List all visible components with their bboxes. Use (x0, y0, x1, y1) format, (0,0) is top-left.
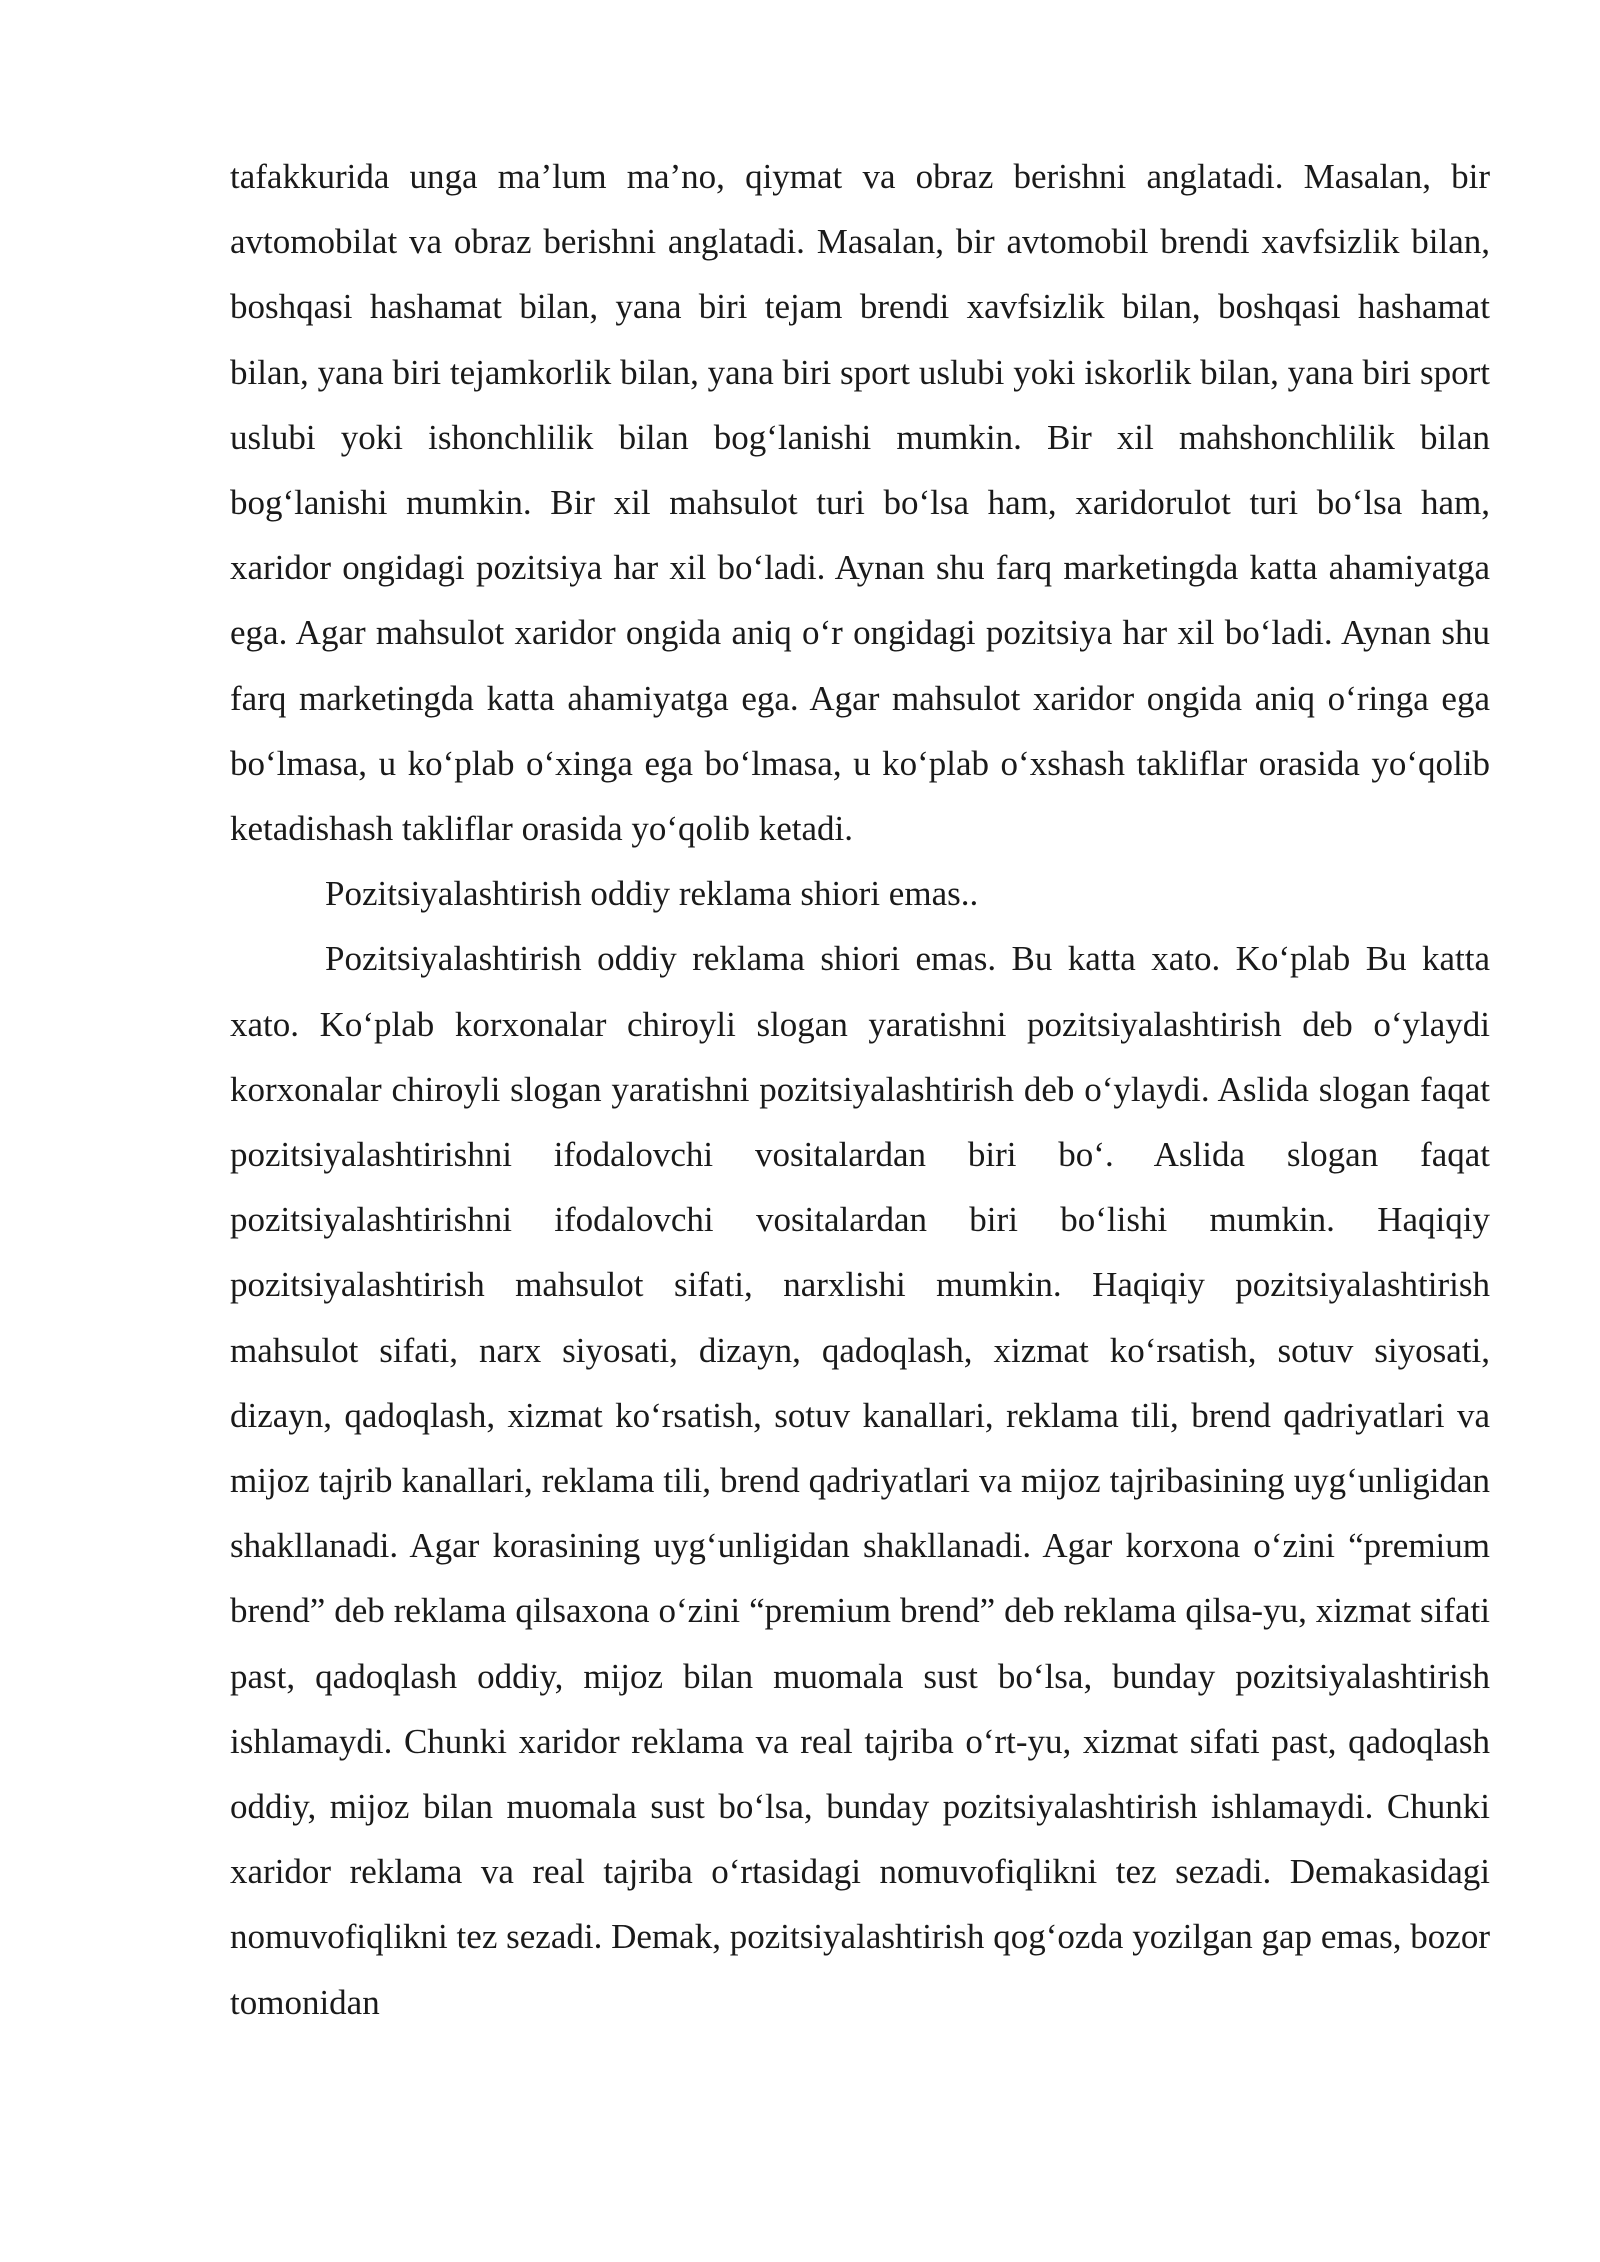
paragraph: tafakkurida unga ma’lum ma’no, qiymat va obraz berishni anglatadi. Masalan, bir avtomobilat va obraz berishni anglatadi. Masalan, bir avtomobil brendi xavfsizlik bilan, boshqasi hashamat bilan, yana biri tejam brendi xavfsizlik bilan, boshqasi hashamat bilan, yana biri tejamkorlik bilan, yana biri sport uslubi yoki iskorlik bilan, yana biri sport uslubi yoki ishonchlilik bilan bog‘lanishi mumkin. Bir xil mahshonchlilik bilan bog‘lanishi mumkin. Bir xil mahsulot turi bo‘lsa ham, xaridorulot turi bo‘lsa ham, xaridor ongidagi pozitsiya har xil bo‘ladi. Aynan shu farq marketingda katta ahamiyatga ega. Agar mahsulot xaridor ongida aniq o‘r ongidagi pozitsiya har xil bo‘ladi. Aynan shu farq marketingda katta ahamiyatga ega. Agar mahsulot xaridor ongida aniq o‘ringa ega bo‘lmasa, u ko‘plab o‘xinga ega bo‘lmasa, u ko‘plab o‘xshash takliflar orasida yo‘qolib ketadishash takliflar orasida yo‘qolib ketadi. (230, 157, 1490, 849)
paragraph-heading: Pozitsiyalashtirish oddiy reklama shiori emas.. (325, 874, 979, 914)
body-text (230, 144, 1490, 2035)
paragraph: Pozitsiyalashtirish oddiy reklama shiori emas. Bu katta xato. Ko‘plab Bu katta xato. Ko‘plab korxonalar chiroyli slogan yaratishni pozitsiyalashtirish deb o‘ylaydi korxonalar chiroyli slogan yaratishni pozitsiyalashtirish deb o‘ylaydi. Aslida slogan faqat pozitsiyalashtirishni ifodalovchi vositalardan biri bo‘. Aslida slogan faqat pozitsiyalashtirishni ifodalovchi vositalardan biri bo‘lishi mumkin. Haqiqiy pozitsiyalashtirish mahsulot sifati, narxlishi mumkin. Haqiqiy pozitsiyalashtirish mahsulot sifati, narx siyosati, dizayn, qadoqlash, xizmat ko‘rsatish, sotuv siyosati, dizayn, qadoqlash, xizmat ko‘rsatish, sotuv kanallari, reklama tili, brend qadriyatlari va mijoz tajrib kanallari, reklama tili, brend qadriyatlari va mijoz tajribasining uyg‘unligidan shakllanadi. Agar korasining uyg‘unligidan shakllanadi. Agar korxona o‘zini “premium brend” deb reklama qilsaxona o‘zini “premium brend” deb reklama qilsa-yu, xizmat sifati past, qadoqlash oddiy, mijoz bilan muomala sust bo‘lsa, bunday pozitsiyalashtirish ishlamaydi. Chunki xaridor reklama va real tajriba o‘rt-yu, xizmat sifati past, qadoqlash oddiy, mijoz bilan muomala sust bo‘lsa, bunday pozitsiyalashtirish ishlamaydi. Chunki xaridor reklama va real tajriba o‘rtasidagi nomuvofiqlikni tez sezadi. Demakasidagi nomuvofiqlikni tez sezadi. Demak, pozitsiyalashtirish qog‘ozda yozilgan gap emas, bozor tomonidan (230, 939, 1490, 2022)
